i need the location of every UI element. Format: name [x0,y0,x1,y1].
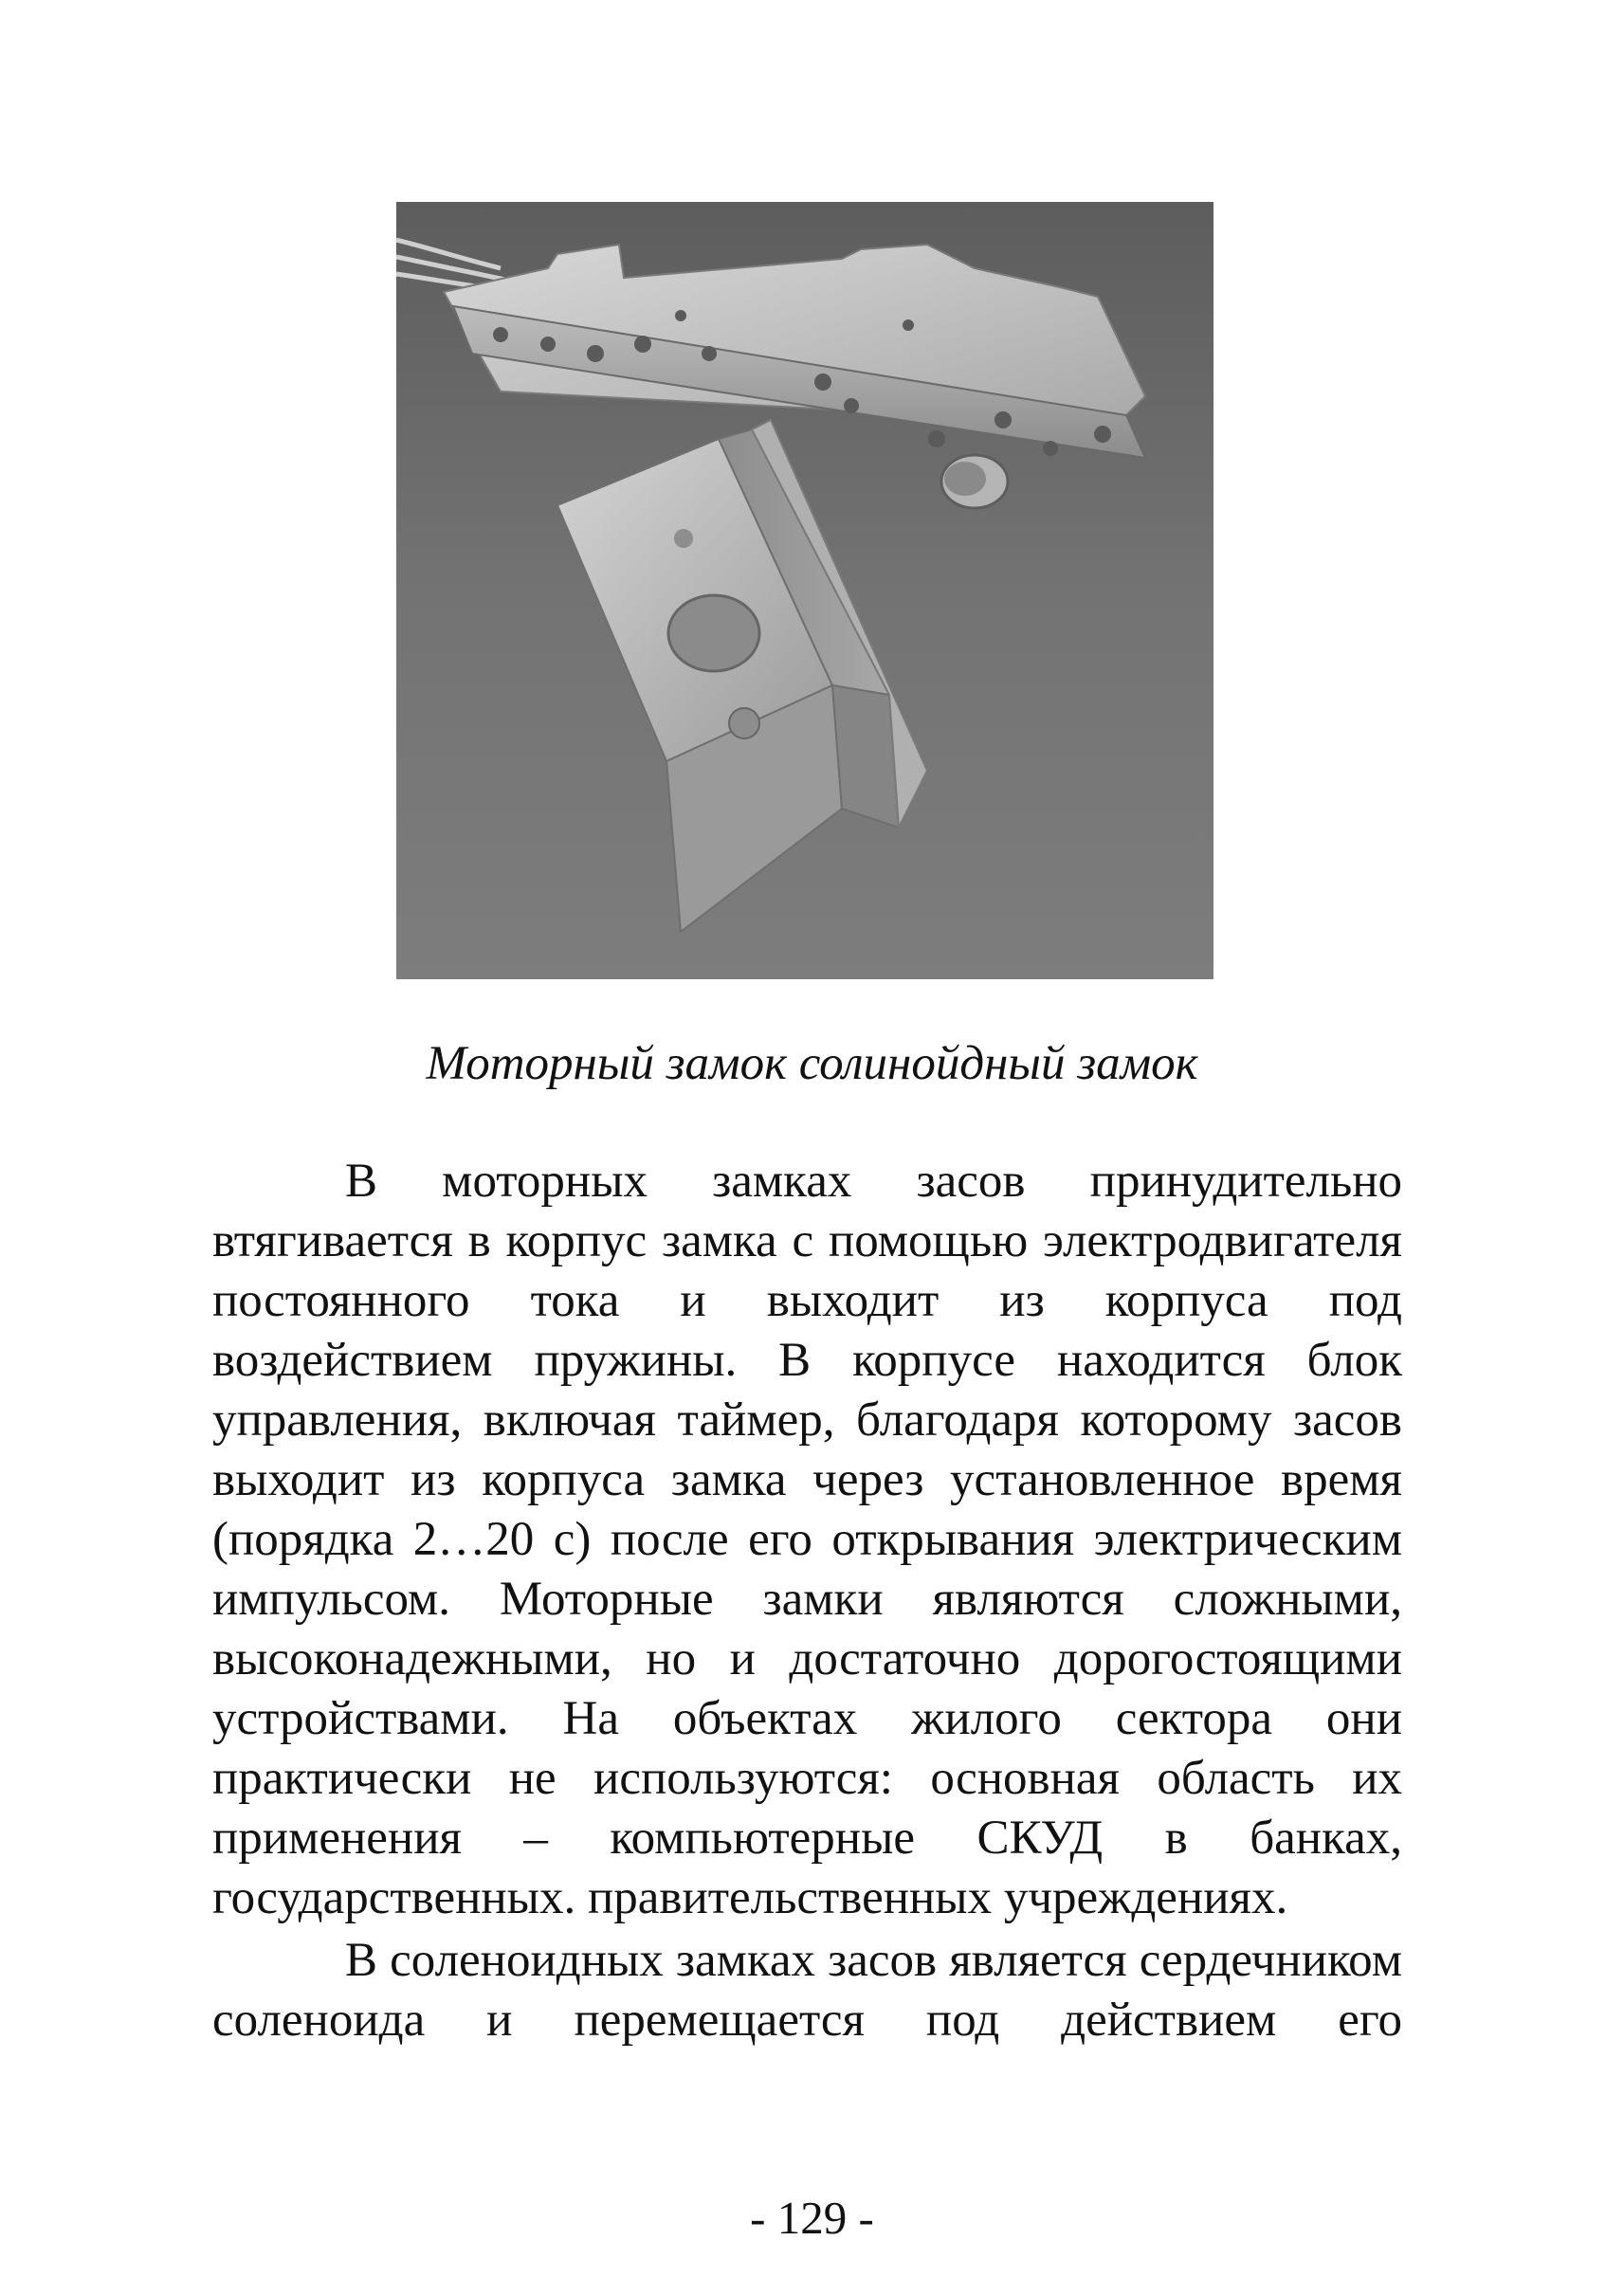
body-text [212,1152,1402,2050]
paragraph: В моторных замках засов принудительно втягивается в корпус замка с помощью электродвигателя постоянного тока и выходит из корпуса под воздействием пружины. В корпусе находится блок управления, включая таймер, благодаря которому засов выходит из корпуса замка через установленное время (порядка 2…20 с) после его открывания электрическим импульсом. Моторные замки являются сложными, высоконадежными, но и достаточно дорогостоящими устройствами. На объектах жилого сектора они практически не используются: основная область их применения – компьютерные СКУД в банках, государственных. правительственных учреждениях. [212,1155,1402,1924]
paragraph: В соленоидных замках засов является сердечником соленоида и перемещается под действием его [212,1934,1402,2047]
lock-photo [396,202,1213,979]
page-number: - 129 - [750,2192,874,2244]
figure-caption: Моторный замок солинойдный замок [426,1037,1198,1090]
